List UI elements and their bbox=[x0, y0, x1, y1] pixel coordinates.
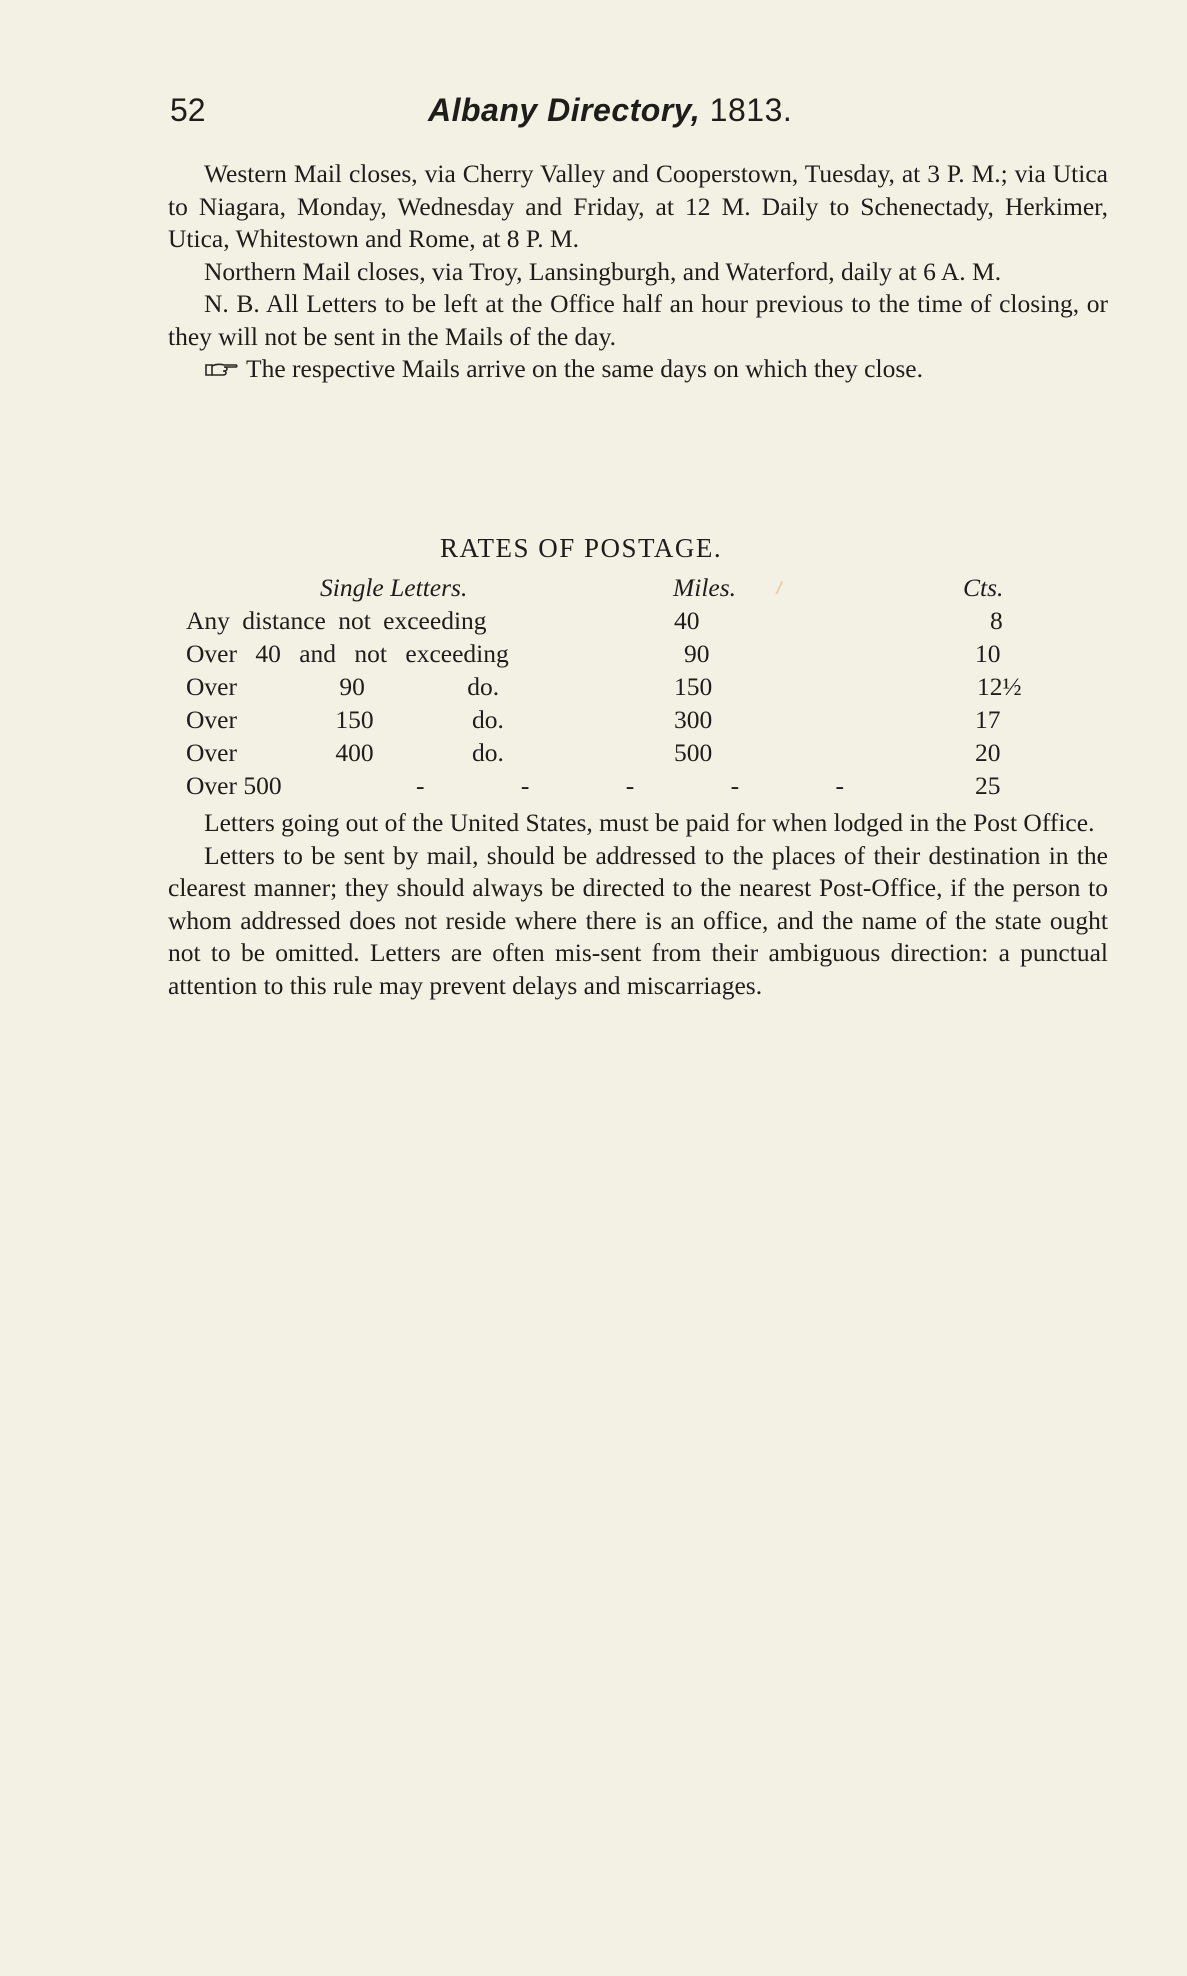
header-miles: Miles. bbox=[673, 573, 737, 602]
rate-row bbox=[168, 672, 1108, 705]
rate-cents: 17 bbox=[975, 705, 1001, 734]
rates-header-row bbox=[168, 573, 1108, 606]
rate-row bbox=[168, 705, 1108, 738]
rate-cents: 20 bbox=[975, 738, 1001, 767]
northern-mail-paragraph: Northern Mail closes, via Troy, Lansingburgh, and Waterford, daily at 6 A. M. bbox=[204, 256, 1002, 286]
rate-desc: Over 400 do. bbox=[186, 738, 504, 767]
western-mail-paragraph: Western Mail closes, via Cherry Valley and Cooperstown, Tuesday, at 3 P. M.; via Utica to Niagara, Monday, Wednesday and Friday, at 12 M. Daily to Schenectady, Herkimer, Utica, Whitestown and Rome, at 8 P. M. bbox=[168, 159, 1108, 253]
instructions-section bbox=[168, 807, 1108, 1002]
running-title-text: Albany Directory, bbox=[428, 92, 701, 128]
nota-bene-paragraph: N. B. All Letters to be left at the Office half an hour previous to the time of closing, or they will not be sent in the Mails of the day. bbox=[168, 289, 1108, 351]
pointing-hand-icon bbox=[204, 359, 238, 379]
arrival-paragraph bbox=[168, 353, 1108, 386]
rate-row bbox=[168, 771, 1108, 804]
rates-table bbox=[168, 573, 1108, 804]
rate-cents: 8 bbox=[990, 606, 1003, 635]
rate-miles: 90 bbox=[684, 639, 710, 668]
rate-desc: Over 90 do. bbox=[186, 672, 500, 701]
running-title-year: 1813. bbox=[709, 92, 793, 128]
rate-dashes: - - - - - bbox=[416, 771, 854, 800]
rate-cents: 25 bbox=[975, 771, 1001, 800]
rates-title: RATES OF POSTAGE. bbox=[440, 533, 723, 563]
rate-row bbox=[168, 606, 1108, 639]
rate-miles: 300 bbox=[674, 705, 713, 734]
arrival-text: The respective Mails arrive on the same days on which they close. bbox=[246, 354, 923, 383]
rate-row bbox=[168, 639, 1108, 672]
rate-desc: Over 40 and not exceeding bbox=[186, 639, 509, 668]
rate-desc: Over 150 do. bbox=[186, 705, 504, 734]
rate-desc: Over 500 bbox=[186, 771, 282, 800]
page-header bbox=[170, 92, 1090, 136]
rate-row bbox=[168, 738, 1108, 771]
addressing-paragraph: Letters to be sent by mail, should be addressed to the places of their destination in the clearest manner; they should always be directed to the nearest Post-Office, if the person to whom addressed does not reside where there is an office, and the name of the state ought not to be omitted. Letters are often mis-sent from their ambiguous direction: a punctual attention to this rule may prevent delays and miscarriages. bbox=[168, 840, 1108, 1000]
header-single-letters: Single Letters. bbox=[320, 573, 468, 602]
rate-cents: 10 bbox=[975, 639, 1001, 668]
rate-cents: 12½ bbox=[977, 672, 1022, 701]
page-number: 52 bbox=[170, 92, 206, 128]
rate-miles: 500 bbox=[674, 738, 713, 767]
foreign-letters-paragraph: Letters going out of the United States, must be paid for when lodged in the Post Office. bbox=[204, 808, 1095, 837]
mail-schedule-section bbox=[168, 158, 1108, 386]
rate-miles: 40 bbox=[674, 606, 700, 635]
rate-desc: Any distance not exceeding bbox=[186, 606, 487, 635]
running-title bbox=[428, 92, 792, 129]
rate-miles: 150 bbox=[674, 672, 713, 701]
header-cents: Cts. bbox=[963, 573, 1004, 602]
